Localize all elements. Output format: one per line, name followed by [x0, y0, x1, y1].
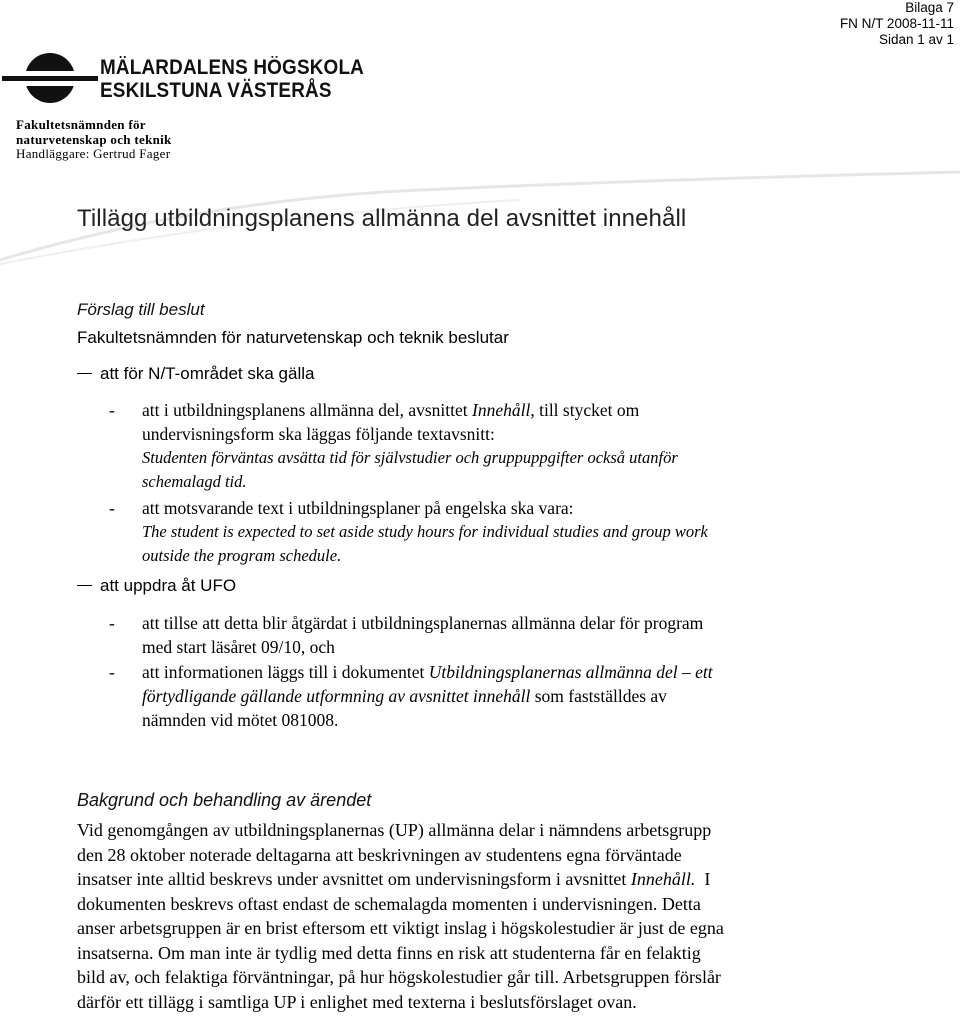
item4-line2-italic: förtydligande gällande utformning av avsnittet innehåll	[142, 686, 531, 706]
case-officer: Handläggare: Gertrud Fager	[16, 146, 171, 161]
background-line-italic: Innehåll.	[630, 869, 696, 889]
university-name-line1: MÄLARDALENS HÖGSKOLA	[100, 56, 364, 79]
item1-line1-post: , till stycket om	[530, 400, 640, 420]
dash-marker	[77, 373, 92, 374]
dash-marker	[77, 585, 92, 586]
item1-quote-line1: Studenten förväntas avsätta tid för självstudier och gruppuppgifter också utanför	[142, 448, 678, 467]
university-name	[100, 56, 364, 102]
background-line-pre: insatser inte alltid beskrevs under avsnittet om undervisningsform i avsnittet	[77, 869, 631, 889]
item1-line1-italic: Innehåll	[472, 400, 531, 420]
item3-line2: med start läsåret 09/10, och	[142, 637, 335, 657]
item1-line2: undervisningsform ska läggas följande textavsnitt:	[142, 424, 495, 444]
background-line: bild av, och felaktiga förväntningar, på hur högskolestudier går till. Arbetsgruppen förslår	[77, 967, 721, 987]
document-header-meta	[840, 0, 954, 48]
background-paragraph	[77, 818, 947, 1014]
reference-label: FN N/T 2008-11-11	[839, 16, 954, 31]
list-item	[109, 398, 929, 494]
item2-line1: att motsvarande text i utbildningsplaner på engelska ska vara:	[142, 498, 574, 518]
list-bullet: -	[109, 613, 115, 633]
background-line: anser arbetsgruppen är en brist eftersom ett viktigt inslag i högskolestudier är just de egna	[77, 918, 724, 938]
page-title: Tillägg utbildningsplanens allmänna del avsnittet innehåll	[77, 205, 687, 232]
item1-line1-pre: att i utbildningsplanens allmänna del, avsnittet	[142, 400, 473, 420]
list-bullet: -	[109, 400, 115, 420]
faculty-name-line2: naturvetenskap och teknik	[16, 131, 172, 147]
list-bullet: -	[109, 662, 115, 682]
proposal-heading: Förslag till beslut	[77, 300, 205, 319]
item2-quote-line2: outside the program schedule.	[142, 546, 342, 565]
background-heading: Bakgrund och behandling av ärendet	[77, 790, 372, 810]
item1-quote-line2: schemalagd tid.	[142, 472, 247, 491]
background-line-post: I	[695, 869, 711, 889]
item4-line1-pre: att informationen läggs till i dokumentet	[142, 662, 429, 682]
proposal-intro: Fakultetsnämnden för naturvetenskap och teknik beslutar	[77, 328, 509, 347]
item4-line2-post: som fastställdes av	[530, 686, 667, 706]
list-item	[109, 611, 929, 659]
decision-1-text: att för N/T-området ska gälla	[100, 364, 315, 383]
background-line: den 28 oktober noterade deltagarna att beskrivningen av studentens egna förväntade	[77, 844, 682, 865]
list-item	[109, 660, 929, 732]
item4-line3: nämnden vid mötet 081008.	[142, 710, 339, 730]
university-logo-icon	[2, 50, 98, 106]
background-line: Vid genomgången av utbildningsplanernas (UP) allmänna delar i nämndens arbetsgrupp	[77, 820, 712, 840]
background-line: därför ett tillägg i samtliga UP i enlighet med texterna i beslutsförslaget ovan.	[77, 991, 637, 1012]
faculty-block	[16, 118, 172, 162]
decision-1	[77, 364, 314, 384]
decision-2	[77, 576, 236, 596]
list-item	[109, 496, 929, 568]
background-line: insatserna. Om man inte är tydlig med detta finns en risk att studenterna får en felaktig	[77, 942, 701, 963]
item2-quote-line1: The student is expected to set aside study hours for individual studies and group work	[142, 522, 708, 541]
page-number: Sidan 1 av 1	[878, 32, 954, 47]
list-bullet: -	[109, 498, 115, 518]
university-name-line2: ESKILSTUNA VÄSTERÅS	[100, 79, 332, 102]
item4-line1-italic: Utbildningsplanernas allmänna del – ett	[428, 662, 713, 682]
faculty-name-line1: Fakultetsnämnden för	[16, 117, 146, 132]
background-line: dokumenten beskrevs oftast endast de schemalagda momenten i undervisningen. Detta	[77, 893, 701, 914]
item3-line1: att tillse att detta blir åtgärdat i utbildningsplanernas allmänna delar för program	[142, 613, 704, 633]
decision-2-text: att uppdra åt UFO	[100, 576, 237, 595]
attachment-label: Bilaga 7	[905, 0, 954, 15]
